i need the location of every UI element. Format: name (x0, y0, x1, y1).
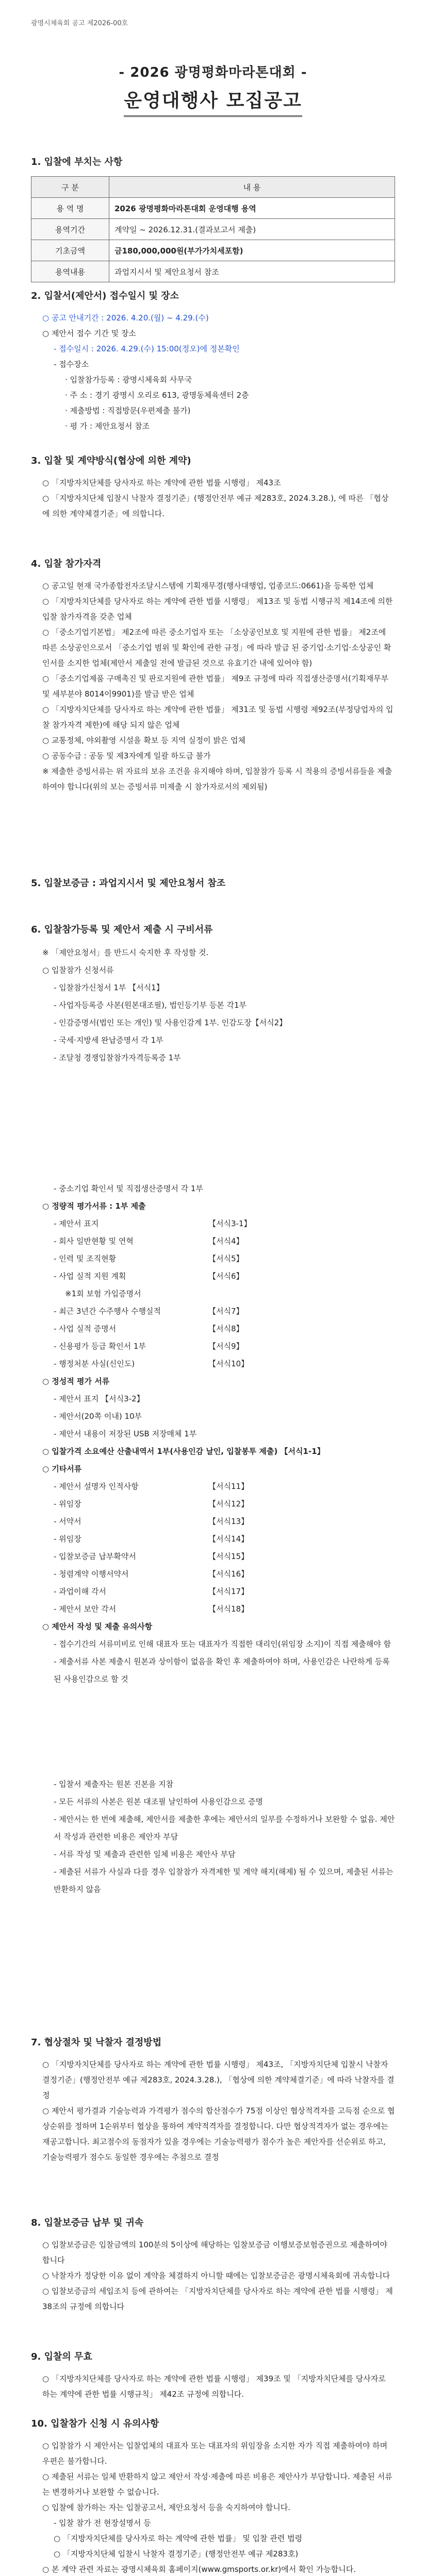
text-line: ○ 「지방자치단체를 당사자로 하는 계약에 관한 법률」 제31조 및 동법 시행령 제92조(부정당업자의 입찰 참가자격 제한)에 해당 되지 않은 업체 (42, 705, 394, 730)
text-line: ○ 입찰보증금은 입찰금액의 100분의 5이상에 해당하는 입찰보증금 이행보증보험증권으로 제출하여야 합니다 (42, 2240, 388, 2265)
text-line: ○ 제출된 서류는 일체 반환하지 않고 제안서 작성·제출에 따른 비용은 제안사가 부담합니다. 제출된 서류는 변경하거나 보완할 수 없습니다. (42, 2472, 392, 2497)
group-title: ○ 제안서 작성 및 제출 유의사항 (42, 1622, 153, 1631)
text-line: - 접수장소 (54, 360, 89, 369)
table-header-value: 내 용 (109, 177, 395, 198)
form-ref: 【서식16】 (208, 1569, 249, 1579)
text-line: ※ 제출한 증빙서류는 위 자료의 보유 조건을 유지해야 하며, 입찰참가 등록 시 적용의 증빙서류들을 제출하여야 합니다(위의 보는 증빙서류 미제출 시 참가자로서의 제외됨) (42, 767, 392, 791)
section-9 (31, 2349, 395, 2402)
section-7 (31, 2035, 395, 2165)
list-item (31, 1530, 395, 1548)
list-item (31, 1302, 395, 1320)
section-title: 5. 입찰보증금 : 과업지시서 및 제안요청서 참조 (31, 878, 226, 889)
text-line: ○ 「지방자치단체를 당사자로 하는 계약에 관한 법률 시행령」 제43조, 「지방자치단체 입찰시 낙찰자 결정기준」(행정안전부 예규 제283호, 2024.3.28.), 「협상에 의한 계약체결기준」에 따라 낙찰자를 결정 (42, 2060, 395, 2100)
list-item: - 제출된 서류가 사실과 다를 경우 입찰참가 자격제한 및 계약 해지(해제) 될 수 있으며, 제출된 서류는 반환하지 않음 (54, 1867, 394, 1894)
section-title: 7. 협상절차 및 낙찰자 결정방법 (31, 2037, 162, 2048)
spacer (31, 1688, 395, 1775)
section-title: 3. 입찰 및 계약방식(협상에 의한 계약) (31, 455, 191, 466)
item-label: - 제안서 설명자 인적사항 (54, 1482, 139, 1491)
group-title: ○ 정량적 평가서류 : 1부 제출 (42, 1201, 146, 1211)
table-row (31, 219, 395, 240)
list-item (31, 1285, 395, 1302)
item-label: - 행정처분 사실(신인도) (54, 1359, 135, 1368)
text-line: ○ 본 계약 관련 자료는 광명시체육회 홈페이지(www.gmsports.or.kr)에서 확인 가능합니다. (42, 2565, 356, 2574)
item-label: - 입찰보증금 납부확약서 (54, 1552, 136, 1561)
row-key: 용역기간 (31, 219, 109, 240)
list-item: - 제안서는 한 번에 제출해, 제안서를 제출한 후에는 제안서의 일부를 수정하거나 보완할 수 없음. 제안서 작성과 관련한 비용은 제안자 부담 (54, 1815, 395, 1841)
table-row (31, 261, 395, 282)
table-header-row (31, 177, 395, 198)
form-ref: 【서식10】 (208, 1359, 249, 1368)
item-label: ※1회 보험 가입증명서 (65, 1289, 141, 1298)
text-line: ○ 공동수급 : 공동 및 제3자에게 일괄 하도급 불가 (42, 751, 211, 760)
section-title: 1. 입찰에 부치는 사항 (31, 157, 123, 167)
list-item: - 입찰서 제출자는 원본 진본을 지참 (54, 1780, 174, 1789)
text-line: ○ 「지방자치단체를 당사자로 하는 계약에 관한 법률 시행령」 제43조 (42, 478, 281, 487)
row-value: 2026 광명평화마라톤대회 운영대행 용역 (109, 198, 395, 219)
list-item: - 입찰참가신청서 1부 【서식1】 (54, 983, 164, 992)
form-ref: 【서식13】 (208, 1517, 249, 1526)
text-line: ○ 「지방자치단체를 당사자로 하는 계약에 관한 법률 시행령」 제13조 및 동법 시행규칙 제14조에 의한 입찰 참가자격을 갖춘 업체 (42, 597, 393, 621)
item-label: - 위임장 (54, 1534, 81, 1544)
item-label: - 신용평가 등급 확인서 1부 (54, 1342, 146, 1351)
list-item (31, 1215, 395, 1232)
list-item: - 제안서 내용이 저장된 USB 저장매체 1부 (54, 1429, 197, 1438)
list-item: - 접수기간의 서류미비로 인해 대표자 또는 대표자가 직접한 대리인(위임장 소지)이 직접 제출해야 함 (54, 1639, 391, 1649)
text-line: ○ 낙찰자가 정당한 이유 없이 계약을 체결하지 아니할 때에는 입찰보증금은 광명시체육회에 귀속합니다 (42, 2271, 390, 2280)
list-item (31, 1600, 395, 1618)
list-item (31, 1583, 395, 1600)
text-line: ○ 「지방자치단체를 당사자로 하는 계약에 관한 법률 시행령」 제39조 및 「지방자치단체를 당사자로 하는 계약에 관한 법률 시행규칙」 제42조 규정에 의합니다. (42, 2374, 386, 2399)
list-item: - 조달청 경쟁입찰참가자격등록증 1부 (54, 1053, 181, 1062)
form-ref: 【서식9】 (208, 1342, 244, 1351)
text-line: ○ 입찰에 참가하는 자는 입찰공고서, 제안요청서 등을 숙지하여야 합니다. (42, 2503, 290, 2512)
group-title: ○ 정성적 평가 서류 (42, 1377, 110, 1386)
form-ref: 【서식8】 (208, 1324, 244, 1333)
section-title: 9. 입찰의 무효 (31, 2351, 92, 2362)
section-title: 8. 입찰보증금 납부 및 귀속 (31, 2217, 144, 2228)
item-label: - 과업이해 각서 (54, 1587, 106, 1596)
list-item: - 모든 서류의 사본은 원본 대조필 날인하여 사용인감으로 증명 (54, 1797, 263, 1806)
list-item: - 중소기업 확인서 및 직접생산증명서 각 1부 (54, 1184, 203, 1193)
text-line: ○ 「지방자치단체 입찰시 낙찰자 결정기준」(행정안전부 예규 제283호, 2024.3.28.), 에 따른 「협상에 의한 계약체결기준」에 의합니다. (42, 494, 389, 518)
summary-table (31, 176, 395, 282)
table-header-key: 구 분 (31, 177, 109, 198)
text-line: ○ 제안서 평가결과 기술능력과 가격평가 점수의 합산점수가 75점 이상인 협상적격자를 고득점 순으로 협상순위를 정하며 1순위부터 협상을 통하여 계약적격자를 결정합니다. 다만 협상적격자가 없는 경우에는 재공고합니다. 최고점수의 동점자가 있을 경우에는 기술능력평가 점수가 높은 제안자를 선순위로 하고, 기술능력평가 점수도 동일한 경우에는 추첨으로 결정 (42, 2106, 395, 2162)
table-row (31, 198, 395, 219)
text-line: ○ 교통정체, 야외촬영 시설을 확보 등 지역 실정이 밝은 업체 (42, 736, 246, 745)
row-value: 과업지시서 및 제안요청서 참조 (109, 261, 395, 282)
spacer (31, 1066, 395, 1180)
list-item: - 국세·지방세 완납증명서 각 1부 (54, 1036, 163, 1045)
section-title: 10. 입찰참가 신청 시 유의사항 (31, 2418, 159, 2429)
form-ref: 【서식5】 (208, 1254, 244, 1263)
section-5 (31, 876, 395, 897)
form-ref: 【서식17】 (208, 1587, 249, 1596)
item-label: - 위임장 (54, 1499, 81, 1509)
list-item (31, 1337, 395, 1355)
group-title: ○ 입찰가격 소요예산 산출내역서 1부(사용인감 날인, 입찰봉투 제출) 【서식1-1】 (42, 1447, 325, 1456)
list-item (31, 1478, 395, 1495)
document-subtitle: - 2026 광명평화마라톤대회 - (119, 65, 307, 80)
list-item: - 제안서 표지 【서식3-2】 (54, 1394, 144, 1403)
section-title: 2. 입찰서(제안서) 접수일시 및 장소 (31, 291, 179, 301)
table-row (31, 240, 395, 261)
section-8 (31, 2215, 395, 2314)
text-line: · 평 가 : 제안요청서 참조 (65, 421, 150, 431)
section-6 (31, 922, 395, 1898)
form-ref: 【서식14】 (208, 1534, 249, 1544)
group-title: ○ 기타서류 (42, 1464, 82, 1473)
submission-date: - 접수일시 : 2026. 4.29.(수) 15:00(정오)에 정본확인 (54, 344, 240, 353)
document-title: 운영대행사 모집공고 (124, 86, 302, 117)
item-label: - 사업 실적 지원 계획 (54, 1272, 126, 1281)
list-item (31, 1267, 395, 1285)
row-value: 금180,000,000원(부가가치세포함) (109, 240, 395, 261)
text-line: ※ 「제안요청서」를 반드시 숙지한 후 작성할 것. (42, 948, 209, 957)
text-line: ○ 입찰보증금의 세입조치 등에 관하여는 「지방자치단체를 당사자로 하는 계약에 관한 법률 시행령」 제38조의 규정에 의합니다 (42, 2286, 393, 2311)
list-item (31, 1513, 395, 1530)
group-title: ○ 입찰참가 신청서류 (42, 965, 114, 975)
section-title: 6. 입찰참가등록 및 제안서 제출 시 구비서류 (31, 924, 213, 935)
text-line: ○ 「중소기업제품 구매촉진 및 판로지원에 관한 법률」 제9조 규정에 따라 직접생산증명서(기획재무부 및 세부분야 8014이9901)를 발급 받은 업체 (42, 674, 389, 699)
list-item (31, 1548, 395, 1565)
notice-number: 광명시체육회 공고 제2026-00호 (31, 20, 128, 27)
text-line: ○ 「지방자치단체를 당사자로 하는 계약에 관한 법률」 및 입찰 관련 법령 (54, 2534, 303, 2543)
form-ref: 【서식18】 (208, 1604, 249, 1614)
list-item (31, 1232, 395, 1250)
list-item: - 제안서(20쪽 이내) 10부 (54, 1412, 142, 1421)
text-line: · 주 소 : 경기 광명시 오리로 613, 광명동체육센터 2층 (65, 391, 249, 400)
text-line: ○ 「지방자치단체 입찰시 낙찰자 결정기준」(행정안전부 예규 제283호) (54, 2549, 299, 2558)
list-item: - 사업자등록증 사본(원본대조필), 법인등기부 등본 각1부 (54, 1001, 247, 1010)
list-item (31, 1320, 395, 1337)
list-item (31, 1495, 395, 1513)
item-label: - 제안서 보안 각서 (54, 1604, 117, 1614)
text-line: ○ 공고일 현재 국가종합전자조달시스템에 기획재무경(행사대행업, 업종코드:0661)을 등록한 업체 (42, 581, 374, 590)
form-ref: 【서식6】 (208, 1272, 244, 1281)
item-label: - 청렴계약 이행서약서 (54, 1569, 129, 1579)
form-ref: 【서식11】 (208, 1482, 249, 1491)
item-label: - 회사 일반현황 및 연혁 (54, 1236, 134, 1246)
row-key: 용역내용 (31, 261, 109, 282)
row-value: 계약일 ~ 2026.12.31.(결과보고서 제출) (109, 219, 395, 240)
list-item (31, 1355, 395, 1372)
text-line: ○ 입찰참가 시 제안서는 입찰업체의 대표자 또는 대표자의 위임장을 소지한 자가 직접 제출하여야 하며 우편은 불가합니다. (42, 2441, 388, 2466)
section-2 (31, 289, 395, 434)
text-line: · 제출방법 : 직접방문(우편제출 불가) (65, 406, 191, 415)
item-label: - 인력 및 조직현황 (54, 1254, 117, 1263)
document-header (0, 62, 426, 117)
section-1 (31, 155, 395, 282)
row-key: 용 역 명 (31, 198, 109, 219)
form-ref: 【서식3-1】 (208, 1219, 252, 1228)
list-item: - 제출서류 사본 제출시 원본과 상이함이 없음을 확인 후 제출하여야 하며, 사용인감은 나란하게 등록된 사용인감으로 할 것 (54, 1657, 390, 1684)
section-10 (31, 2416, 395, 2576)
item-label: - 사업 실적 증명서 (54, 1324, 117, 1333)
item-label: - 서약서 (54, 1517, 81, 1526)
section-3 (31, 453, 395, 521)
form-ref: 【서식7】 (208, 1307, 244, 1316)
list-item: - 서류 작성 및 제출과 관련한 일체 비용은 제안사 부담 (54, 1850, 236, 1859)
section-title: 4. 입찰 참가자격 (31, 558, 102, 569)
text-line: ○ 제안서 접수 기간 및 장소 (42, 329, 136, 338)
section-4 (31, 556, 395, 794)
list-item: - 인감증명서(법인 또는 개인) 및 사용인감계 1부. 인감도장【서식2】 (54, 1018, 287, 1027)
text-line: · 입찰참가등록 : 광명시체육회 사무국 (65, 375, 192, 384)
form-ref: 【서식15】 (208, 1552, 249, 1561)
form-ref: 【서식4】 (208, 1236, 244, 1246)
item-label: - 최근 3년간 수주행사 수행실적 (54, 1307, 161, 1316)
text-line: - 입찰 참가 전 현장설명서 등 (54, 2518, 151, 2528)
item-label: - 제안서 표지 (54, 1219, 99, 1228)
text-line: ○ 「중소기업기본법」 제2조에 따른 중소기업자 또는 「소상공인보호 및 지원에 관한 법률」 제2조에 따른 소상공인으로서 「중소기업 범위 및 확인에 관한 규정」에 따라 발급 된 중기업·소기업·소상공인 확인서를 소지한 업체(제안서 제출일 전에 발급된 것으로 유효기간 내에 있어야 함) (42, 628, 391, 668)
list-item (31, 1250, 395, 1267)
form-ref: 【서식12】 (208, 1499, 249, 1509)
row-key: 기초금액 (31, 240, 109, 261)
list-item (31, 1565, 395, 1583)
notice-period: ○ 공고 안내기간 : 2026. 4.20.(월) ~ 4.29.(수) (42, 313, 209, 323)
